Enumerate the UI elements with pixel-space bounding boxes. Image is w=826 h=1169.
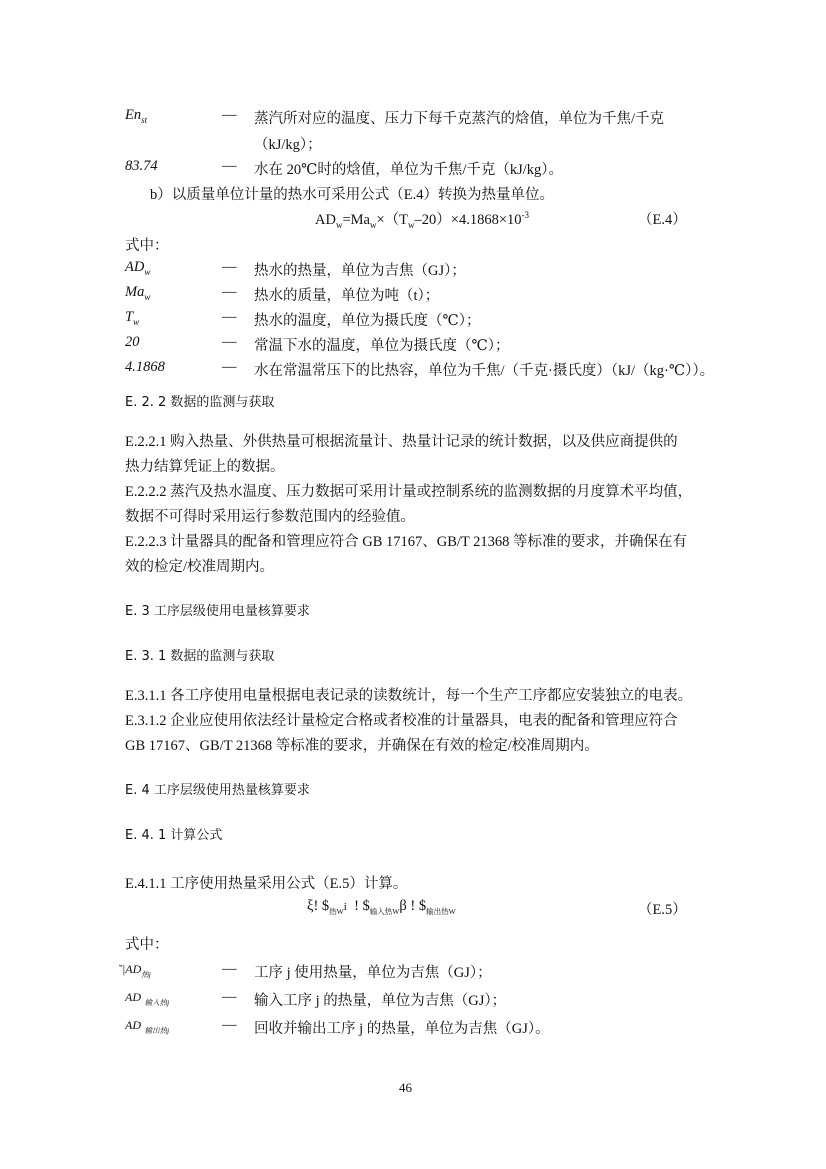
para-e221-line2: 热力结算凭证上的数据。 [125,459,285,475]
def-symbol-41868: 4.1868 [125,359,165,375]
def-symbol-sub: w [144,266,151,277]
para-e312-line1: E.3.1.2 企业应使用依法经计量检定合格或者校准的计量器具，电表的配备和管理应符合 [125,713,678,729]
formula-e4 [315,208,529,230]
para-e222-line2: 数据不可得时采用运行参数范围内的经验值。 [125,509,415,525]
def-symbol-sub: 输出热j [144,1025,170,1035]
formula-part: AD [315,212,336,228]
def-desc-tw: 热水的温度，单位为摄氏度（℃）； [254,313,481,329]
formula-sub: w [408,219,415,230]
def-symbol-enst [125,107,147,125]
def-desc-adheatj: 工序 j 使用热量，单位为吉焦（GJ）； [254,965,492,981]
def-symbol-20: 20 [125,334,140,350]
page-number: 46 [399,1080,412,1095]
def-symbol-text: T [125,309,134,325]
formula-e5 [307,898,456,917]
formula-e5-label: （E.5） [638,902,687,918]
where-label-2: 式中： [125,937,169,953]
def-symbol-sub: 输入热j [144,997,170,1007]
def-dash: — [222,334,237,350]
def-dash: — [222,1017,237,1033]
para-e311: E.3.1.1 各工序使用电量根据电表记录的读数统计，每一个生产工序都应安装独立的电表。 [125,688,693,704]
para-e223-line2: 效的检定/校准周期内。 [125,559,275,575]
def-symbol-maw [125,284,150,302]
def-symbol-adinj [125,989,169,1008]
def-symbol-sub: w [133,316,140,327]
def-symbol-sub: w [144,291,151,302]
formula-sup: -3 [521,210,529,221]
def-symbol-text: AD [125,990,141,1004]
def-symbol-adw [125,259,150,277]
def-desc-20: 常温下水的温度，单位为摄氏度（℃）； [254,338,510,354]
def-dash: — [222,989,237,1005]
def-desc-41868: 水在常温常压下的比热容，单位为千焦/（千克·摄氏度）（kJ/（kg·℃））。 [254,363,715,379]
def-symbol-text: Ma [125,284,145,300]
formula-part: ×（T [376,212,409,228]
def-dash: — [222,158,237,174]
para-e222-line1: E.2.2.2 蒸汽及热水温度、压力数据可采用计量或控制系统的监测数据的月度算术平均值， [125,484,693,500]
para-e411: E.4.1.1 工序使用热量采用公式（E.5）计算。 [125,876,408,892]
def-dash: — [222,359,237,375]
formula-part: =Ma [342,212,370,228]
para-e223-line1: E.2.2.3 计量器具的配备和管理应符合 GB 17167、GB/T 21368 等标准的要求，并确保在有 [125,534,688,550]
def-desc-adw: 热水的热量，单位为吉焦（GJ）； [254,263,466,279]
def-desc-enst: 蒸汽所对应的温度、压力下每千克蒸汽的焓值，单位为千焦/千克 [254,111,665,127]
def-desc-adinj: 输入工序 j 的热量，单位为吉焦（GJ）； [254,993,507,1009]
formula-sub: w [369,219,377,230]
heading-e4: E. 4 工序层级使用热量核算要求 [125,783,310,798]
heading-e22: E. 2. 2 数据的监测与获取 [125,395,275,410]
def-dash: — [222,259,237,275]
formula-sub: w [335,219,343,230]
para-e312-line2: GB 17167、GB/T 21368 等标准的要求，并确保在有效的检定/校准周期内。 [125,738,599,754]
def-symbol-sub: 热j [141,969,151,979]
formula-sub: 输出热W [426,906,456,916]
heading-e3: E. 3 工序层级使用电量核算要求 [125,604,310,619]
formula-part: ! $ [346,898,370,914]
formula-part: ξ! $ [307,898,330,914]
def-dash: — [222,284,237,300]
para-e221-line1: E.2.2.1 购入热量、外供热量可根据流量计、热量计记录的统计数据，以及供应商提供的 [125,434,678,450]
item-b: b）以质量单位计量的热水可采用公式（E.4）转换为热量单位。 [150,187,554,203]
def-desc-enst-cont: （kJ/kg）； [254,137,322,153]
formula-sub: 输入热W [369,906,400,916]
formula-part: i [343,901,347,913]
where-label-1: 式中： [125,238,169,254]
def-symbol-sub: st [141,114,148,125]
heading-e41: E. 4. 1 计算公式 [125,828,223,843]
formula-part: β ! $ [399,898,427,914]
def-desc-8374: 水在 20℃时的焓值，单位为千焦/千克（kJ/kg）。 [254,162,564,178]
def-dash: — [222,309,237,325]
def-symbol-text: AD [125,1018,141,1032]
def-dash: — [222,107,237,123]
def-symbol-text: ˇ|AD [118,962,142,976]
def-symbol-adheatj [118,961,151,980]
def-desc-adoutj: 回收并输出工序 j 的热量，单位为吉焦（GJ）。 [254,1021,550,1037]
def-symbol-8374: 83.74 [125,158,158,174]
formula-part: –20）×4.1868×10 [414,212,522,228]
def-symbol-text: En [125,107,142,123]
formula-e4-label: （E.4） [638,212,687,228]
def-dash: — [222,961,237,977]
def-symbol-tw [125,309,139,327]
formula-sub: 热W [329,906,344,916]
def-symbol-adoutj [125,1017,169,1036]
def-desc-maw: 热水的质量，单位为吨（t）； [254,288,440,304]
heading-e31: E. 3. 1 数据的监测与获取 [125,649,275,664]
def-symbol-text: AD [125,259,145,275]
